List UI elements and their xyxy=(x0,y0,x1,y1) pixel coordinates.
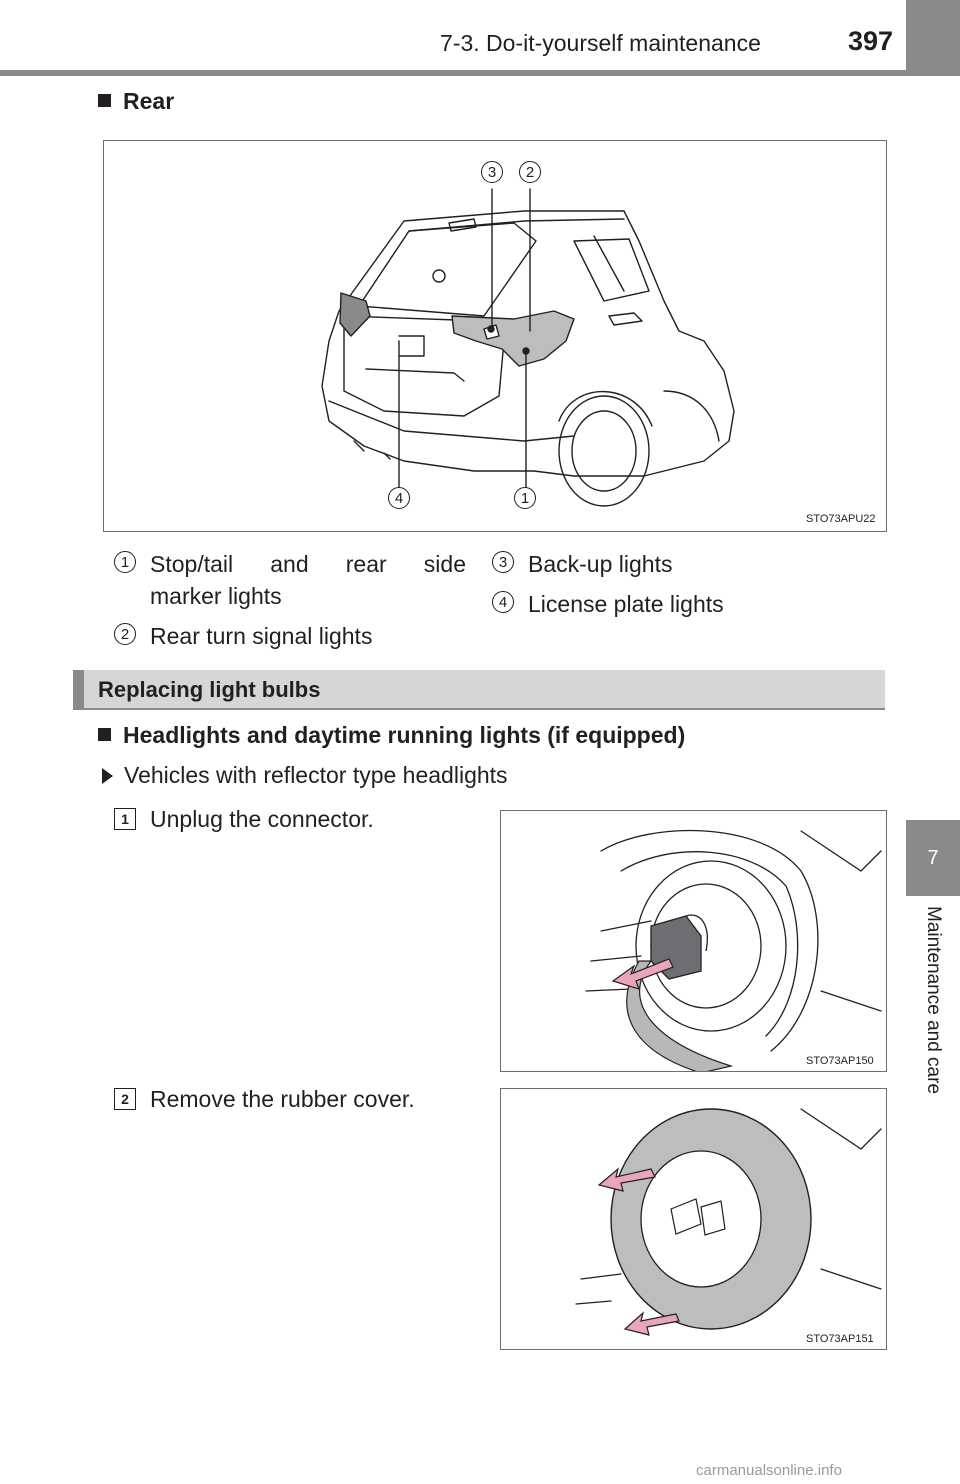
header-rule xyxy=(0,70,906,76)
step-1-text: Unplug the connector. xyxy=(150,806,374,832)
replacing-bulbs-banner xyxy=(73,670,885,710)
section-title: 7-3. Do-it-yourself maintenance xyxy=(440,30,761,56)
page-number: 397 xyxy=(848,26,894,56)
step-1-figure xyxy=(500,810,887,1072)
legend-num-1: 1 xyxy=(114,551,136,573)
rubber-cover-illustration xyxy=(501,1089,886,1349)
step-2-text: Remove the rubber cover. xyxy=(150,1086,415,1112)
rear-figure-code: STO73APU22 xyxy=(806,513,876,525)
legend-num-2: 2 xyxy=(114,623,136,645)
callout-4: 4 xyxy=(388,487,410,509)
headlights-heading xyxy=(98,722,685,749)
headlights-heading-text: Headlights and daytime running lights (if equipped) xyxy=(123,722,686,748)
square-bullet-icon xyxy=(98,94,111,107)
square-bullet-icon xyxy=(98,728,111,741)
callout-2: 2 xyxy=(519,161,541,183)
variant-label: Vehicles with reflector type headlights xyxy=(124,762,508,788)
connector-illustration xyxy=(501,811,886,1071)
legend-label-1b: marker lights xyxy=(150,583,282,609)
rear-heading-text: Rear xyxy=(123,88,175,114)
rear-car-illustration xyxy=(104,141,886,531)
chapter-label-text: Maintenance and care xyxy=(923,906,944,1095)
chapter-number: 7 xyxy=(927,846,939,869)
rear-heading xyxy=(98,88,174,115)
legend-label-3: Back-up lights xyxy=(528,551,673,577)
legend-label-1a: Stop/tail and rear side xyxy=(150,551,466,577)
rear-car-figure xyxy=(103,140,887,532)
step-1-figure-code: STO73AP150 xyxy=(806,1055,874,1067)
chapter-number-tab[interactable] xyxy=(906,820,960,896)
side-tab-top xyxy=(906,0,960,76)
triangle-bullet-icon xyxy=(102,768,113,784)
legend-num-3: 3 xyxy=(492,551,514,573)
watermark[interactable]: carmanualsonline.info xyxy=(696,1462,842,1479)
banner-title: Replacing light bulbs xyxy=(98,677,321,702)
step-2-number: 2 xyxy=(114,1088,136,1110)
step-1-number: 1 xyxy=(114,808,136,830)
step-2-figure-code: STO73AP151 xyxy=(806,1333,874,1345)
legend-num-4: 4 xyxy=(492,591,514,613)
callout-1: 1 xyxy=(514,487,536,509)
callout-3: 3 xyxy=(481,161,503,183)
legend-label-4: License plate lights xyxy=(528,591,724,617)
chapter-label xyxy=(908,906,958,1156)
legend-label-2: Rear turn signal lights xyxy=(150,623,373,649)
step-2-figure xyxy=(500,1088,887,1350)
side-tab-spacer xyxy=(906,76,960,820)
banner-rule xyxy=(73,708,885,710)
